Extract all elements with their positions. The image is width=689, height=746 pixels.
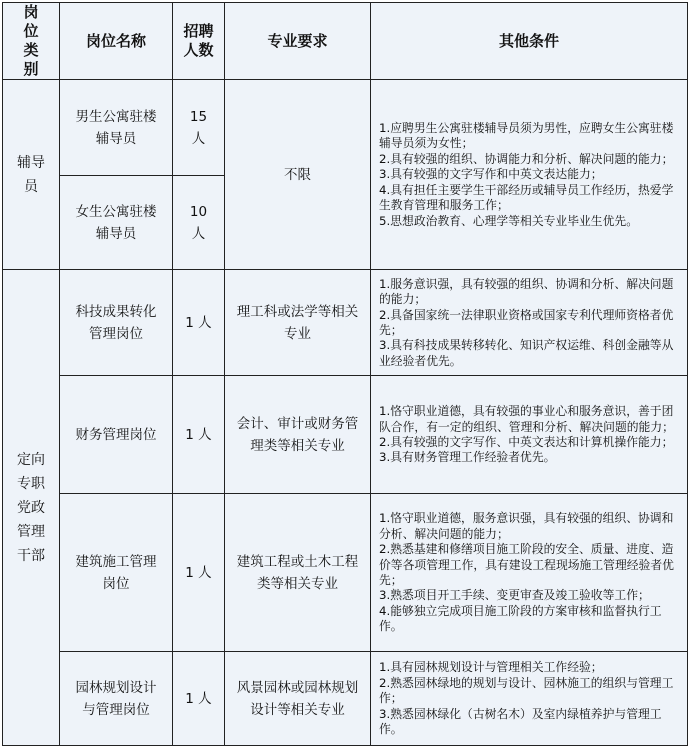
conditions-cell (371, 652, 688, 746)
header-major: 专业要求 (225, 3, 371, 80)
condition-item: 2.熟悉园林绿地的规划与设计、园林施工的组织与管理工作； (379, 675, 674, 706)
table-row (3, 270, 688, 376)
position-cell: 女生公寓驻楼辅导员 (60, 176, 173, 270)
condition-item: 2.具有较强的文字写作、中英文表达和计算机操作能力； (379, 435, 674, 449)
count-cell: 1 人 (173, 270, 225, 376)
table-row (3, 652, 688, 746)
table-row (3, 376, 688, 494)
table-row (3, 80, 688, 176)
condition-item: 3.具有财务管理工作经验者优先。 (379, 450, 556, 465)
condition-item: 4.具有担任主要学生干部经历或辅导员工作经历，热爱学生教育管理和服务工作； (379, 182, 674, 213)
header-position: 岗位名称 (60, 3, 173, 80)
condition-item: 2.熟悉基建和修缮项目施工阶段的安全、质量、进度、造价等各项管理工作，具有建设工程现场施工管理经验者优先； (379, 542, 674, 587)
count-cell: 15 人 (173, 80, 225, 176)
header-category: 岗位类别 (3, 3, 60, 80)
position-cell: 财务管理岗位 (60, 376, 173, 494)
condition-item: 3.熟悉项目开工手续、变更审查及竣工验收等工作； (379, 588, 650, 603)
count-cell: 10 人 (173, 176, 225, 270)
category-cell: 辅导员 (3, 80, 60, 270)
condition-item: 3.具有科技成果转移转化、知识产权运维、科创金融等从业经验者优先。 (379, 338, 674, 368)
condition-item: 4.能够独立完成项目施工阶段的方案审核和监督执行工作。 (379, 603, 662, 634)
condition-item: 5.思想政治教育、心理学等相关专业毕业生优先。 (379, 213, 638, 228)
count-cell: 1 人 (173, 376, 225, 494)
count-cell: 1 人 (173, 494, 225, 652)
conditions-cell (371, 80, 688, 270)
position-cell: 建筑施工管理岗位 (60, 494, 173, 652)
condition-item: 1.具有园林规划设计与管理相关工作经验； (379, 660, 603, 675)
major-cell: 风景园林或园林规划设计等相关专业 (225, 652, 371, 746)
condition-item: 1.恪守职业道德，具有较强的事业心和服务意识，善于团队合作，有一定的组织、管理和分析、解决问题的能力； (379, 404, 674, 434)
conditions-cell (371, 270, 688, 376)
position-cell: 科技成果转化管理岗位 (60, 270, 173, 376)
position-cell: 园林规划设计与管理岗位 (60, 652, 173, 746)
table-row (3, 494, 688, 652)
conditions-cell (371, 376, 688, 494)
header-count: 招聘人数 (173, 3, 225, 80)
condition-item: 1.恪守职业道德，服务意识强，具有较强的组织、协调和分析、解决问题的能力； (379, 511, 674, 541)
condition-item: 1.应聘男生公寓驻楼辅导员须为男性，应聘女生公寓驻楼辅导员须为女性； (379, 121, 674, 151)
conditions-cell (371, 494, 688, 652)
header-row (3, 3, 688, 80)
major-cell: 不限 (225, 80, 371, 270)
major-cell: 会计、审计或财务管理类等相关专业 (225, 376, 371, 494)
condition-item: 1.服务意识强，具有较强的组织、协调和分析、解决问题的能力； (379, 276, 674, 307)
category-cell: 定向专职党政管理干部 (3, 270, 60, 746)
condition-item: 3.熟悉园林绿化（古树名木）及室内绿植养护与管理工作。 (379, 706, 662, 737)
position-cell: 男生公寓驻楼辅导员 (60, 80, 173, 176)
condition-item: 2.具有较强的组织、协调能力和分析、解决问题的能力； (379, 151, 674, 166)
header-other: 其他条件 (371, 3, 688, 80)
major-cell: 理工科或法学等相关专业 (225, 270, 371, 376)
condition-item: 3.具有较强的文字写作和中英文表达能力； (379, 167, 603, 182)
count-cell: 1 人 (173, 652, 225, 746)
recruitment-table (2, 2, 688, 746)
major-cell: 建筑工程或土木工程类等相关专业 (225, 494, 371, 652)
condition-item: 2.具备国家统一法律职业资格或国家专利代理师资格者优先； (379, 307, 674, 337)
